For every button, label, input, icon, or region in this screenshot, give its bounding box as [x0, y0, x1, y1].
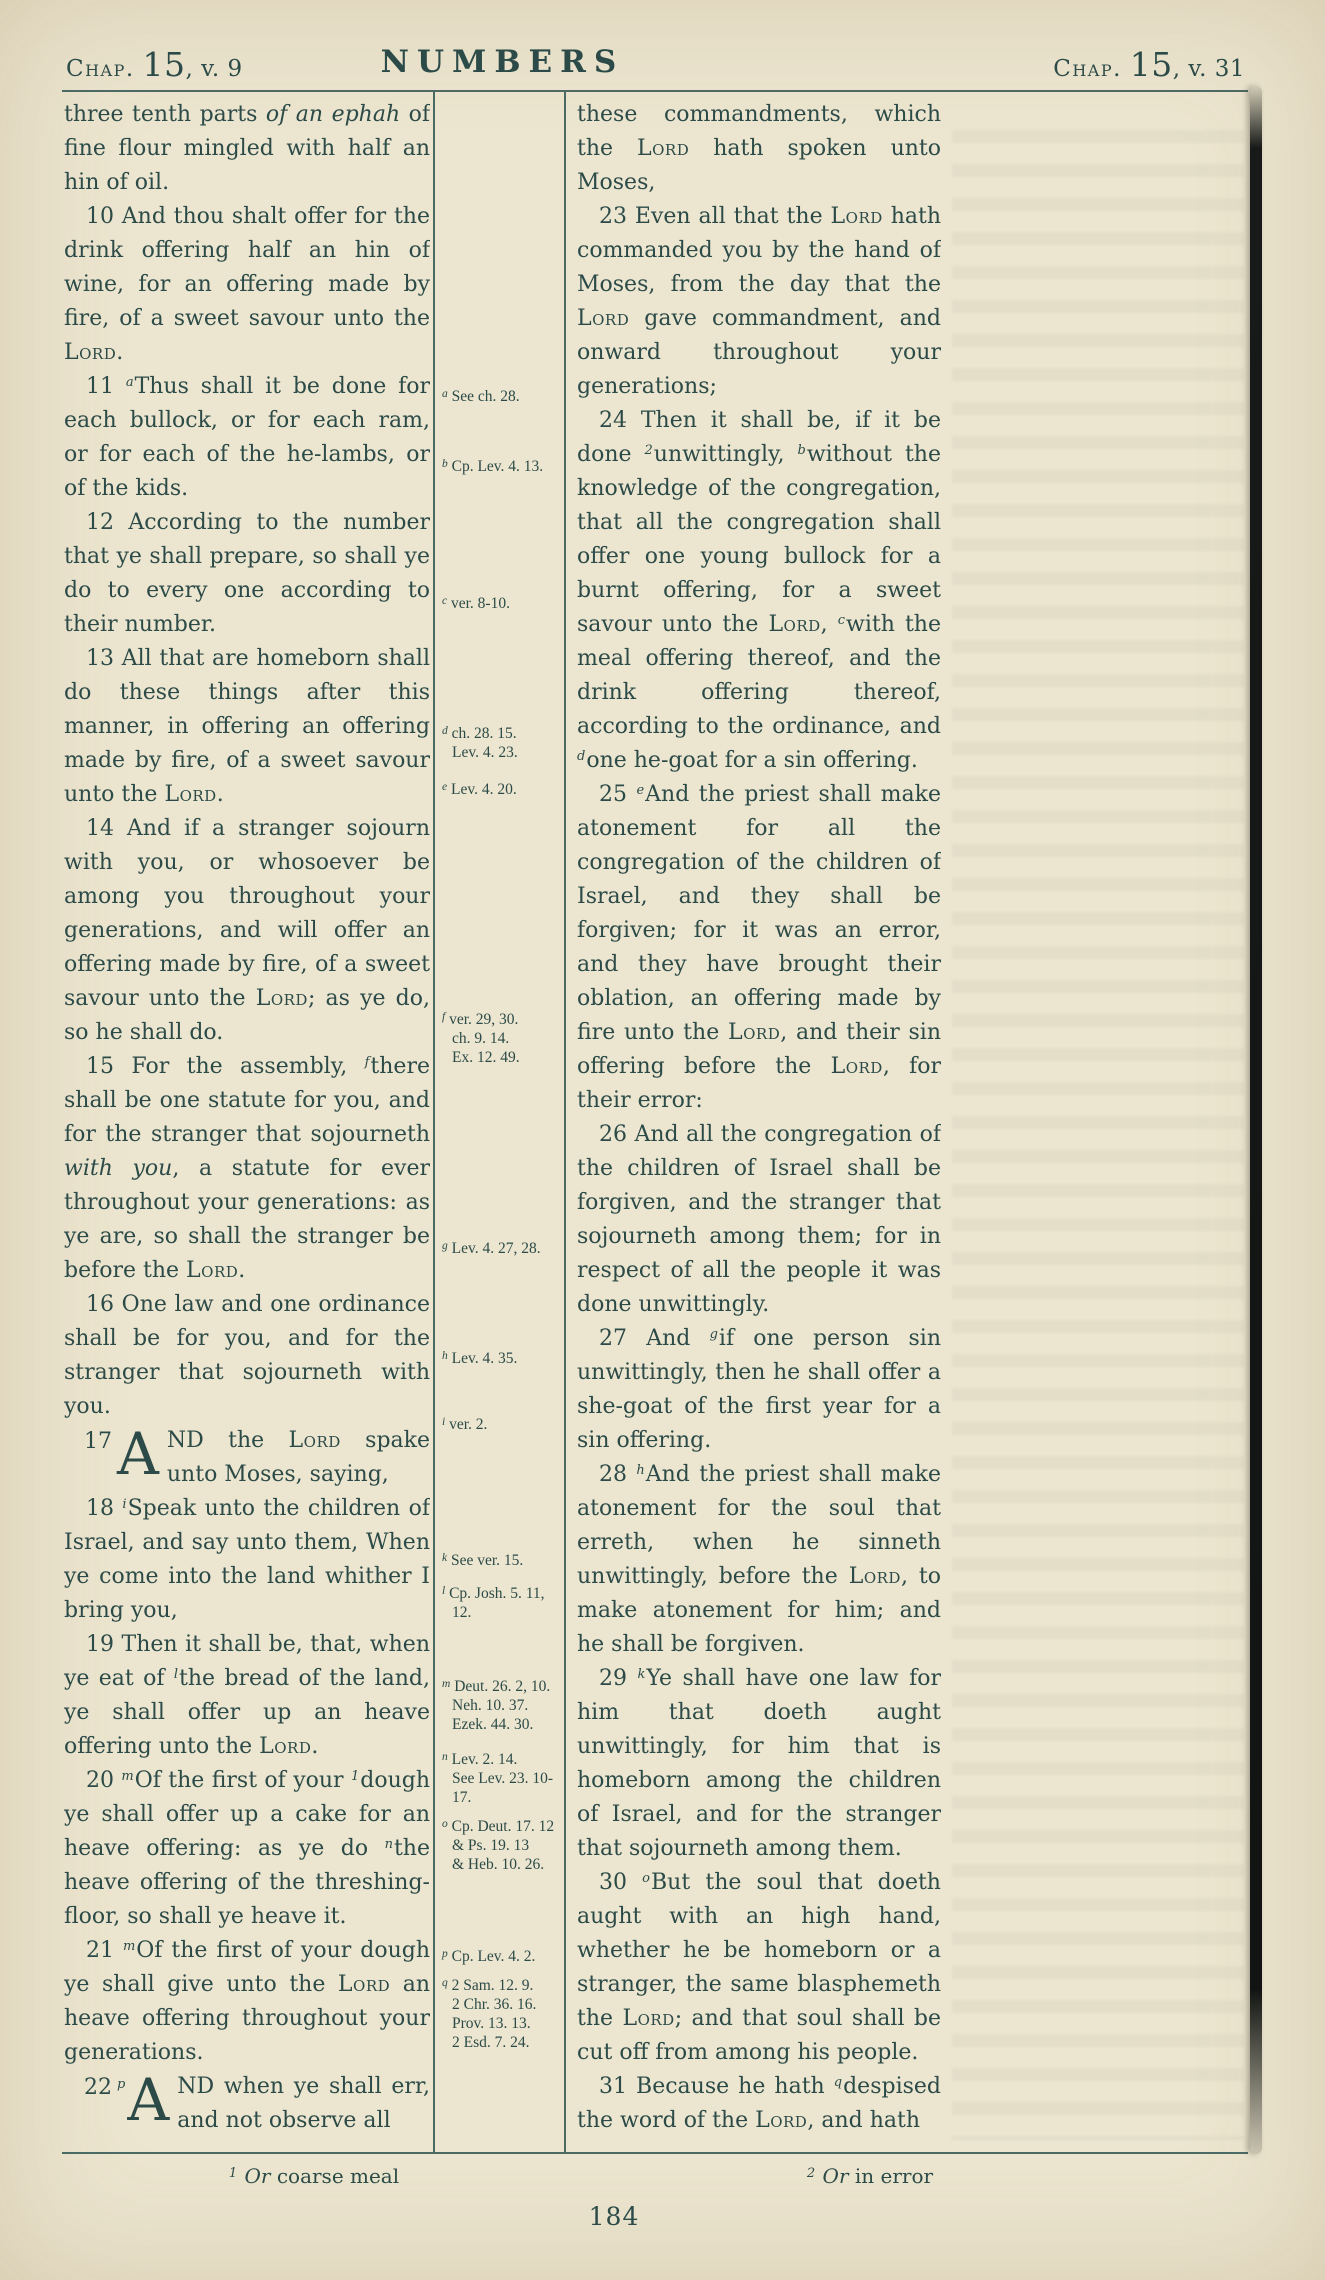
running-head-left-verse: , v. 9	[185, 56, 243, 82]
bleedthrough-texture	[952, 130, 1244, 2140]
reference-mark: a	[125, 375, 134, 390]
cross-reference-column	[437, 98, 563, 2152]
drop-cap-letter: A	[127, 2066, 170, 2134]
page-number: 184	[588, 2202, 640, 2231]
reference-mark: 2	[644, 443, 653, 458]
verse-paragraph: 23 Even all that the Lord hath commanded you by the hand of Moses, from the day that the Lord gave commandment, and onward throughout your generations;	[577, 204, 941, 399]
reference-mark: p	[117, 2077, 126, 2092]
reference-mark: c	[442, 595, 448, 607]
reference-mark: p	[442, 1948, 448, 1960]
cross-reference: $^p$ Cp. Lev. 4. 2.	[442, 1948, 536, 1965]
book-title: NUMBERS	[380, 44, 625, 80]
verse-paragraph: 18 $^i$Speak unto the children of Israel, and say unto them, When ye come into the land whither I bring you,	[64, 1496, 430, 1623]
verse-paragraph: 16 One law and one ordinance shall be for you, and for the stranger that sojourneth with you.	[64, 1292, 430, 1419]
reference-mark: l	[173, 1667, 178, 1682]
verse-paragraph: these commandments, which the Lord hath spoken unto Moses,	[577, 102, 941, 195]
verse-number: 17	[84, 1429, 112, 1454]
reference-mark: m	[442, 1678, 451, 1690]
verse-paragraph: 12 According to the number that ye shall prepare, so shall ye do to every one according to their number.	[64, 510, 430, 637]
verse-paragraph: 15 For the assembly, $^f$there shall be one statute for you, and for the stranger that sojourneth with you, a statute for ever throughout your generations: as ye are, so shall the stranger be before the Lord.	[64, 1054, 430, 1283]
verse-paragraph: 24 Then it shall be, if it be done $^2$unwittingly, $^b$without the knowledge of the congregation, that all the congregation shall offer one young bullock for a burnt offering, for a sweet savour unto the Lord, $^c$with the meal offering thereof, and the drink offering thereof, according to the ordinance, and $^d$one he-goat for a sin offering.	[577, 408, 941, 773]
page-edge-shadow	[1250, 86, 1262, 2154]
cross-reference: $^g$ Lev. 4. 27, 28.	[442, 1240, 541, 1257]
verse-paragraph: 21 $^m$Of the first of your dough ye shall give unto the Lord an heave offering throughout your generations.	[64, 1938, 430, 2065]
cross-reference: $^q$ 2 Sam. 12. 9. 2 Chr. 36. 16. Prov. 13. 13. 2 Esd. 7. 24.	[442, 1977, 537, 2051]
reference-mark: 1	[350, 1769, 360, 1784]
verse-paragraph: 30 $^o$But the soul that doeth aught with an high hand, whether he be homeborn or a stranger, the same blasphemeth the Lord; and that soul shall be cut off from among his people.	[577, 1870, 941, 2065]
footnote-1: $^1$ Or coarse meal	[228, 2164, 400, 2188]
header-rule	[62, 90, 1248, 92]
reference-mark: m	[121, 1769, 134, 1784]
reference-mark: l	[442, 1585, 446, 1597]
drop-cap-letter: A	[117, 1420, 159, 1488]
reference-mark: h	[442, 1350, 448, 1362]
reference-mark: g	[709, 1327, 718, 1342]
column-rule-left	[433, 90, 435, 2154]
reference-mark: k	[637, 1667, 646, 1682]
reference-mark: q	[833, 2075, 843, 2090]
verse-paragraph: 13 All that are homeborn shall do these things after this manner, in offering an offering made by fire, of a sweet savour unto the Lord.	[64, 646, 430, 807]
verse-number: 22	[84, 2075, 112, 2100]
reference-mark: o	[642, 1871, 650, 1886]
cross-reference: $^d$ ch. 28. 15. Lev. 4. 23.	[442, 725, 518, 761]
running-head-right-chap-label: Chap.	[1053, 56, 1122, 82]
reference-mark: o	[442, 1818, 448, 1830]
cross-reference: $^o$ Cp. Deut. 17. 12 & Ps. 19. 13 & Heb. 10. 26.	[442, 1818, 555, 1873]
verse-paragraph: 31 Because he hath $^q$despised the word of the Lord, and hath	[577, 2074, 941, 2133]
running-head-left-chap-label: Chap.	[66, 56, 135, 82]
reference-mark: d	[442, 725, 448, 737]
reference-mark: q	[442, 1977, 448, 1989]
reference-mark: f	[442, 1011, 446, 1023]
cross-reference: $^b$ Cp. Lev. 4. 13.	[442, 458, 544, 475]
verse-paragraph: 29 $^k$Ye shall have one law for him that doeth aught unwittingly, for him that is homeborn among the children of Israel, and for the stranger that sojourneth among them.	[577, 1666, 941, 1861]
cross-reference: $^c$ ver. 8-10.	[442, 595, 510, 612]
reference-mark: n	[384, 1837, 393, 1852]
drop-cap	[64, 2066, 170, 2134]
verse-paragraph: 20 $^m$Of the first of your $^1$dough ye shall offer up a cake for an heave offering: as ye do $^n$the heave offering of the threshing-floor, so shall ye heave it.	[64, 1768, 430, 1929]
bottom-rule	[62, 2152, 1248, 2154]
cross-reference: $^m$ Deut. 26. 2, 10. Neh. 10. 37. Ezek. 44. 30.	[442, 1678, 551, 1733]
verse-paragraph: 26 And all the congregation of the children of Israel shall be forgiven, and the stranger that sojourneth among them; for in respect of all the people it was done unwittingly.	[577, 1122, 941, 1317]
cross-reference: $^n$ Lev. 2. 14. See Lev. 23. 10- 17.	[442, 1751, 554, 1806]
reference-mark: d	[577, 749, 586, 764]
footnote-2: $^2$ Or in error	[806, 2164, 934, 2188]
verse-paragraph: 22 p A ND when ye shall err, and not observe all	[64, 2070, 430, 2138]
cross-reference: $^i$ ver. 2.	[442, 1416, 488, 1433]
cross-reference: $^l$ Cp. Josh. 5. 11, 12.	[442, 1585, 545, 1621]
running-head-left	[66, 45, 243, 84]
reference-mark: m	[122, 1939, 136, 1954]
running-head-right	[1053, 45, 1245, 84]
verse-paragraph: three tenth parts of an ephah of fine flour mingled with half an hin of oil.	[64, 102, 430, 195]
right-text-column	[577, 98, 941, 2152]
reference-mark: i	[122, 1497, 127, 1512]
reference-mark: i	[442, 1416, 446, 1428]
reference-mark: e	[636, 783, 645, 798]
verse-paragraph: 28 $^h$And the priest shall make atonement for the soul that erreth, when he sinneth unwittingly, before the Lord, to make atonement for him; and he shall be forgiven.	[577, 1462, 941, 1657]
verse-paragraph: 11 $^a$Thus shall it be done for each bullock, or for each ram, or for each of the he-lambs, or of the kids.	[64, 374, 430, 501]
cross-reference: $^a$ See ch. 28.	[442, 388, 520, 405]
verse-paragraph: 27 And $^g$if one person sin unwittingly, then he shall offer a she-goat of the first year for a sin offering.	[577, 1326, 941, 1453]
reference-mark: e	[442, 781, 448, 793]
verse-paragraph: 25 $^e$And the priest shall make atonement for all the congregation of the children of Israel, and they shall be forgiven; for it was an error, and they have brought their oblation, an offering made by fire unto the Lord, and their sin offering before the Lord, for their error:	[577, 782, 941, 1113]
verse-paragraph: 14 And if a stranger sojourn with you, or whosoever be among you throughout your generations, and will offer an offering made by fire, of a sweet savour unto the Lord; as ye do, so he shall do.	[64, 816, 430, 1045]
reference-mark: b	[797, 443, 806, 458]
reference-mark: a	[442, 388, 448, 400]
drop-cap	[64, 1420, 159, 1488]
running-head-right-verse: , v. 31	[1172, 56, 1245, 82]
cross-reference: $^f$ ver. 29, 30. ch. 9. 14. Ex. 12. 49.	[442, 1011, 520, 1066]
footnote-marker: 2	[806, 2166, 816, 2181]
cross-reference: $^e$ Lev. 4. 20.	[442, 781, 517, 798]
left-text-column	[64, 98, 430, 2152]
cross-reference: $^k$ See ver. 15.	[442, 1552, 524, 1569]
reference-mark: b	[442, 458, 448, 470]
reference-mark: f	[364, 1055, 370, 1070]
reference-mark: h	[636, 1463, 645, 1478]
running-head-left-chap-number: 15	[142, 45, 186, 84]
verse-paragraph: 19 Then it shall be, that, when ye eat of $^l$the bread of the land, ye shall offer up an heave offering unto the Lord.	[64, 1632, 430, 1759]
reference-mark: k	[442, 1552, 448, 1564]
reference-mark: c	[837, 613, 846, 628]
reference-mark: n	[442, 1751, 448, 1763]
column-rule-right	[564, 90, 566, 2154]
footnote-marker: 1	[228, 2166, 238, 2181]
reference-mark: g	[442, 1240, 448, 1252]
verse-paragraph: 17 A ND the Lord spake unto Moses, saying,	[64, 1424, 430, 1492]
running-head-right-chap-number: 15	[1129, 45, 1173, 84]
cross-reference: $^h$ Lev. 4. 35.	[442, 1350, 518, 1367]
verse-paragraph: 10 And thou shalt offer for the drink offering half an hin of wine, for an offering made by fire, of a sweet savour unto the Lord.	[64, 204, 430, 365]
